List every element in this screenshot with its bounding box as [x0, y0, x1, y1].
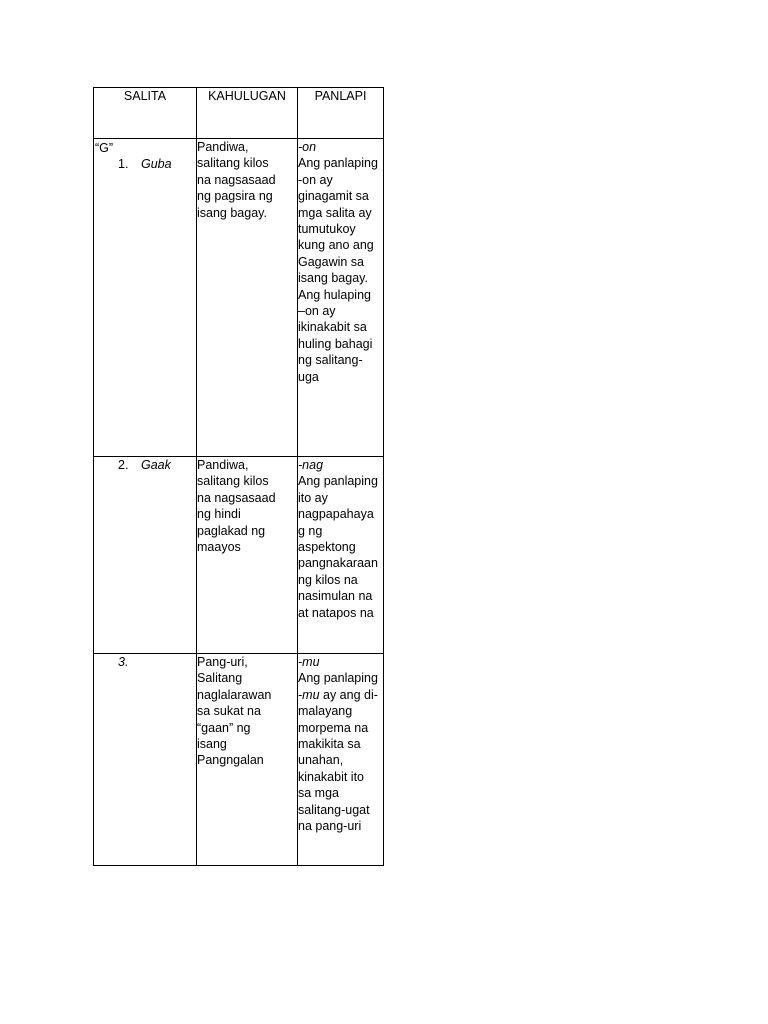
- meaning-line: Pandiwa,: [197, 140, 249, 154]
- entry-number: 3.: [118, 655, 129, 669]
- meaning-line: na nagsasaad: [197, 172, 276, 187]
- affix-line: Ang panlaping: [298, 671, 378, 686]
- kahulugan-cell: [197, 457, 298, 654]
- affix-line: ikinakabit sa: [298, 320, 367, 335]
- group-letter: “G”: [95, 141, 114, 155]
- meaning-line: Pangngalan: [197, 753, 264, 768]
- salita-cell: [94, 457, 197, 654]
- affix-line: sa mga: [298, 786, 339, 801]
- meaning-text: [197, 654, 297, 769]
- vocabulary-table: [93, 87, 384, 866]
- entry-word: Guba: [141, 157, 172, 172]
- entry-word: Gaak: [141, 458, 171, 472]
- table-row: [94, 654, 384, 866]
- affix-line: mga salita ay: [298, 205, 372, 220]
- affix-line: Ang panlaping: [298, 156, 378, 171]
- entry-number: 2.: [118, 458, 129, 472]
- affix-line: Ang hulaping: [298, 287, 371, 302]
- meaning-line: maayos: [197, 540, 241, 555]
- affix-line: ginagamit sa: [298, 189, 369, 204]
- affix-line: Gagawin sa: [298, 254, 365, 269]
- kahulugan-cell: [197, 139, 298, 457]
- affix-line: na pang-uri: [298, 819, 362, 834]
- panlapi-cell: [298, 139, 384, 457]
- affix-line: uga: [298, 369, 319, 384]
- affix-line: Ang panlaping: [298, 474, 378, 489]
- affix-line: makikita sa: [298, 737, 361, 752]
- affix-line: tumutukoy: [298, 222, 356, 237]
- affix-line: –on ay: [298, 304, 336, 319]
- meaning-line: ng pagsira ng: [197, 189, 273, 204]
- affix-label: -on: [298, 140, 317, 154]
- meaning-line: Pandiwa,: [197, 458, 249, 472]
- panlapi-cell: [298, 457, 384, 654]
- meaning-line: isang bagay.: [197, 205, 267, 220]
- entry-number: 1.: [118, 157, 129, 172]
- affix-explanation: [298, 155, 383, 385]
- table-header-row: [94, 88, 384, 139]
- affix-explanation: [298, 473, 383, 621]
- panlapi-cell: [298, 654, 384, 866]
- meaning-text: [197, 139, 297, 221]
- affix-line: ng kilos na: [298, 572, 358, 587]
- affix-line: ito ay: [298, 490, 328, 505]
- table-row: [94, 139, 384, 457]
- affix-line: nagpapahaya: [298, 507, 374, 522]
- meaning-line: naglalarawan: [197, 687, 272, 702]
- header-kahulugan: KAHULUGAN: [197, 88, 298, 139]
- affix-line: aspektong: [298, 540, 356, 555]
- meaning-line: salitang kilos: [197, 474, 269, 489]
- meaning-line: salitang kilos: [197, 156, 269, 171]
- affix-label: -mu: [298, 655, 320, 669]
- affix-line: at natapos na: [298, 605, 374, 620]
- meaning-line: paglakad ng: [197, 523, 266, 538]
- word-entry: [94, 156, 196, 172]
- meaning-text: [197, 457, 297, 555]
- word-entry: [94, 654, 196, 670]
- affix-line: salitang-ugat: [298, 802, 370, 817]
- kahulugan-cell: [197, 654, 298, 866]
- affix-line: [298, 687, 383, 703]
- affix-line: kung ano ang: [298, 238, 374, 253]
- affix-inline-rest: ay ang di-: [319, 687, 378, 702]
- meaning-line: ng hindi: [197, 507, 241, 522]
- meaning-line: sa sukat na: [197, 704, 261, 719]
- table-row: [94, 457, 384, 654]
- meaning-line: na nagsasaad: [197, 490, 276, 505]
- header-salita: SALITA: [94, 88, 197, 139]
- affix-line: g ng: [298, 523, 323, 538]
- affix-line: nasimulan na: [298, 589, 373, 604]
- affix-line: huling bahagi: [298, 336, 373, 351]
- header-panlapi: PANLAPI: [298, 88, 384, 139]
- affix-line: kinakabit ito: [298, 769, 365, 784]
- affix-line: malayang: [298, 704, 353, 719]
- word-entry: [94, 457, 196, 473]
- affix-line: unahan,: [298, 753, 344, 768]
- salita-cell: [94, 139, 197, 457]
- salita-cell: [94, 654, 197, 866]
- affix-explanation: [298, 670, 383, 834]
- affix-line: -on ay: [298, 172, 333, 187]
- affix-inline: -mu: [298, 687, 320, 702]
- meaning-line: Pang-uri,: [197, 655, 248, 669]
- affix-line: morpema na: [298, 720, 369, 735]
- meaning-line: Salitang: [197, 671, 243, 686]
- affix-line: ng salitang-: [298, 353, 363, 368]
- meaning-line: “gaan” ng: [197, 720, 251, 735]
- affix-label: -nag: [298, 458, 324, 472]
- affix-line: pangnakaraan: [298, 556, 378, 571]
- affix-line: isang bagay.: [298, 271, 368, 286]
- meaning-line: isang: [197, 737, 227, 752]
